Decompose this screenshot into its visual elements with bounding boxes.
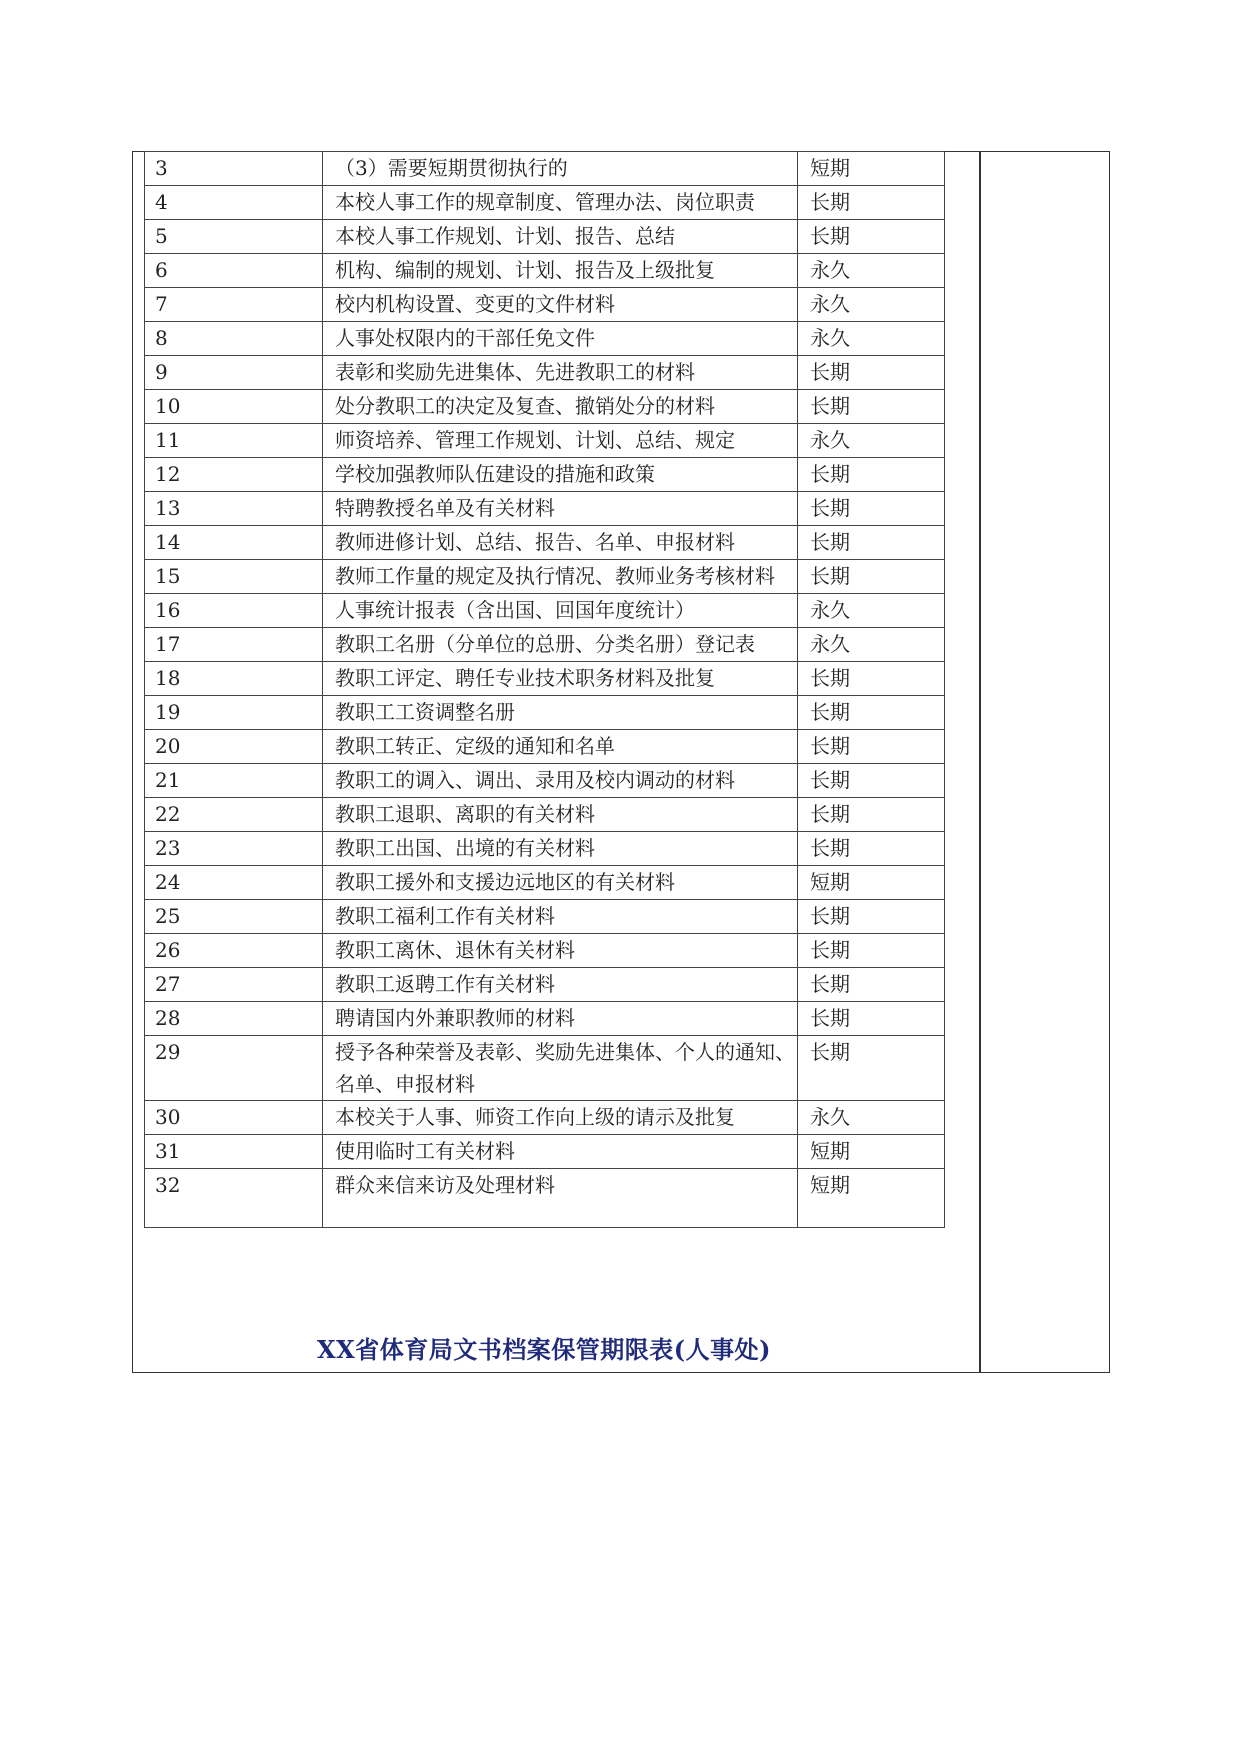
row-number-cell: 31: [145, 1135, 323, 1169]
table-row: [145, 968, 945, 1002]
table-row: [145, 356, 945, 390]
document-title: XX省体育局文书档案保管期限表(人事处): [317, 1335, 771, 1364]
retention-term-cell: 长期: [798, 696, 945, 730]
record-item-cell: 本校人事工作规划、计划、报告、总结: [323, 220, 798, 254]
table-row: [145, 798, 945, 832]
retention-term-cell: 长期: [798, 390, 945, 424]
record-item-cell: 教职工工资调整名册: [323, 696, 798, 730]
row-number-cell: 11: [145, 424, 323, 458]
retention-term-cell: 短期: [798, 866, 945, 900]
record-item-cell: 教职工转正、定级的通知和名单: [323, 730, 798, 764]
table-row: [145, 1036, 945, 1101]
table-row: [145, 1101, 945, 1135]
row-number-cell: 7: [145, 288, 323, 322]
record-item-cell: 教职工退职、离职的有关材料: [323, 798, 798, 832]
table-row: [145, 152, 945, 186]
record-item-cell: 学校加强教师队伍建设的措施和政策: [323, 458, 798, 492]
retention-term-cell: 长期: [798, 832, 945, 866]
retention-term-cell: 短期: [798, 152, 945, 186]
record-item-cell: 师资培养、管理工作规划、计划、总结、规定: [323, 424, 798, 458]
record-item-cell: 校内机构设置、变更的文件材料: [323, 288, 798, 322]
row-number-cell: 14: [145, 526, 323, 560]
row-number-cell: 19: [145, 696, 323, 730]
table-row: [145, 526, 945, 560]
table-row: [145, 322, 945, 356]
table-row: [145, 458, 945, 492]
table-row: [145, 628, 945, 662]
row-number-cell: 28: [145, 1002, 323, 1036]
table-row: [145, 186, 945, 220]
retention-term-cell: 长期: [798, 934, 945, 968]
retention-term-cell: 长期: [798, 220, 945, 254]
retention-term-cell: 长期: [798, 1036, 945, 1101]
table-row: [145, 764, 945, 798]
row-number-cell: 8: [145, 322, 323, 356]
retention-term-cell: 短期: [798, 1169, 945, 1228]
table-row: [145, 492, 945, 526]
record-item-cell: 教职工的调入、调出、录用及校内调动的材料: [323, 764, 798, 798]
retention-term-cell: 长期: [798, 356, 945, 390]
retention-term-cell: 长期: [798, 900, 945, 934]
row-number-cell: 18: [145, 662, 323, 696]
table-row: [145, 900, 945, 934]
retention-term-cell: 长期: [798, 492, 945, 526]
record-item-cell: 教职工名册（分单位的总册、分类名册）登记表: [323, 628, 798, 662]
table-row: [145, 390, 945, 424]
record-item-cell: 教职工离休、退休有关材料: [323, 934, 798, 968]
retention-term-cell: 长期: [798, 764, 945, 798]
table-row: [145, 254, 945, 288]
record-item-cell: 教职工返聘工作有关材料: [323, 968, 798, 1002]
retention-term-cell: 长期: [798, 1002, 945, 1036]
row-number-cell: 32: [145, 1169, 323, 1228]
row-number-cell: 23: [145, 832, 323, 866]
retention-term-cell: 长期: [798, 560, 945, 594]
record-item-cell: 表彰和奖励先进集体、先进教职工的材料: [323, 356, 798, 390]
record-item-cell: 处分教职工的决定及复查、撤销处分的材料: [323, 390, 798, 424]
row-number-cell: 21: [145, 764, 323, 798]
record-item-cell: 聘请国内外兼职教师的材料: [323, 1002, 798, 1036]
retention-term-cell: 长期: [798, 186, 945, 220]
row-number-cell: 30: [145, 1101, 323, 1135]
retention-term-cell: 永久: [798, 1101, 945, 1135]
row-number-cell: 27: [145, 968, 323, 1002]
table-row: [145, 424, 945, 458]
record-item-cell: 特聘教授名单及有关材料: [323, 492, 798, 526]
retention-term-cell: 永久: [798, 628, 945, 662]
retention-term-cell: 短期: [798, 1135, 945, 1169]
record-item-cell: 本校关于人事、师资工作向上级的请示及批复: [323, 1101, 798, 1135]
row-number-cell: 22: [145, 798, 323, 832]
row-number-cell: 12: [145, 458, 323, 492]
row-number-cell: 25: [145, 900, 323, 934]
row-number-cell: 13: [145, 492, 323, 526]
record-item-cell: 群众来信来访及处理材料: [323, 1169, 798, 1228]
row-number-cell: 3: [145, 152, 323, 186]
table-row: [145, 934, 945, 968]
record-item-cell: 使用临时工有关材料: [323, 1135, 798, 1169]
row-number-cell: 15: [145, 560, 323, 594]
row-number-cell: 4: [145, 186, 323, 220]
table-row: [145, 696, 945, 730]
record-item-cell: 教职工福利工作有关材料: [323, 900, 798, 934]
row-number-cell: 5: [145, 220, 323, 254]
side-column-divider: [979, 151, 981, 1373]
table-row: [145, 866, 945, 900]
retention-term-cell: 永久: [798, 288, 945, 322]
row-number-cell: 17: [145, 628, 323, 662]
retention-table-body: [145, 152, 945, 1228]
record-item-cell: 授予各种荣誉及表彰、奖励先进集体、个人的通知、名单、申报材料: [323, 1036, 798, 1101]
table-row: [145, 594, 945, 628]
row-number-cell: 29: [145, 1036, 323, 1101]
row-number-cell: 6: [145, 254, 323, 288]
table-row: [145, 1002, 945, 1036]
table-row: [145, 832, 945, 866]
record-item-cell: 人事处权限内的干部任免文件: [323, 322, 798, 356]
record-item-cell: 机构、编制的规划、计划、报告及上级批复: [323, 254, 798, 288]
retention-term-cell: 永久: [798, 254, 945, 288]
table-row: [145, 730, 945, 764]
retention-term-cell: 长期: [798, 798, 945, 832]
record-item-cell: 教师工作量的规定及执行情况、教师业务考核材料: [323, 560, 798, 594]
table-row: [145, 288, 945, 322]
table-row: [145, 560, 945, 594]
record-item-cell: 教职工援外和支援边远地区的有关材料: [323, 866, 798, 900]
table-row: [145, 662, 945, 696]
record-item-cell: 本校人事工作的规章制度、管理办法、岗位职责: [323, 186, 798, 220]
retention-term-cell: 长期: [798, 526, 945, 560]
retention-term-cell: 长期: [798, 662, 945, 696]
row-number-cell: 10: [145, 390, 323, 424]
record-item-cell: 教职工评定、聘任专业技术职务材料及批复: [323, 662, 798, 696]
retention-term-cell: 长期: [798, 458, 945, 492]
record-item-cell: （3）需要短期贯彻执行的: [323, 152, 798, 186]
table-row: [145, 220, 945, 254]
table-row: [145, 1169, 945, 1228]
retention-term-cell: 长期: [798, 730, 945, 764]
retention-term-cell: 永久: [798, 424, 945, 458]
retention-term-cell: 永久: [798, 322, 945, 356]
row-number-cell: 9: [145, 356, 323, 390]
row-number-cell: 24: [145, 866, 323, 900]
record-item-cell: 人事统计报表（含出国、回国年度统计）: [323, 594, 798, 628]
retention-term-cell: 长期: [798, 968, 945, 1002]
row-number-cell: 16: [145, 594, 323, 628]
record-item-cell: 教职工出国、出境的有关材料: [323, 832, 798, 866]
table-row: [145, 1135, 945, 1169]
retention-table: [144, 151, 945, 1228]
row-number-cell: 26: [145, 934, 323, 968]
retention-term-cell: 永久: [798, 594, 945, 628]
record-item-cell: 教师进修计划、总结、报告、名单、申报材料: [323, 526, 798, 560]
row-number-cell: 20: [145, 730, 323, 764]
